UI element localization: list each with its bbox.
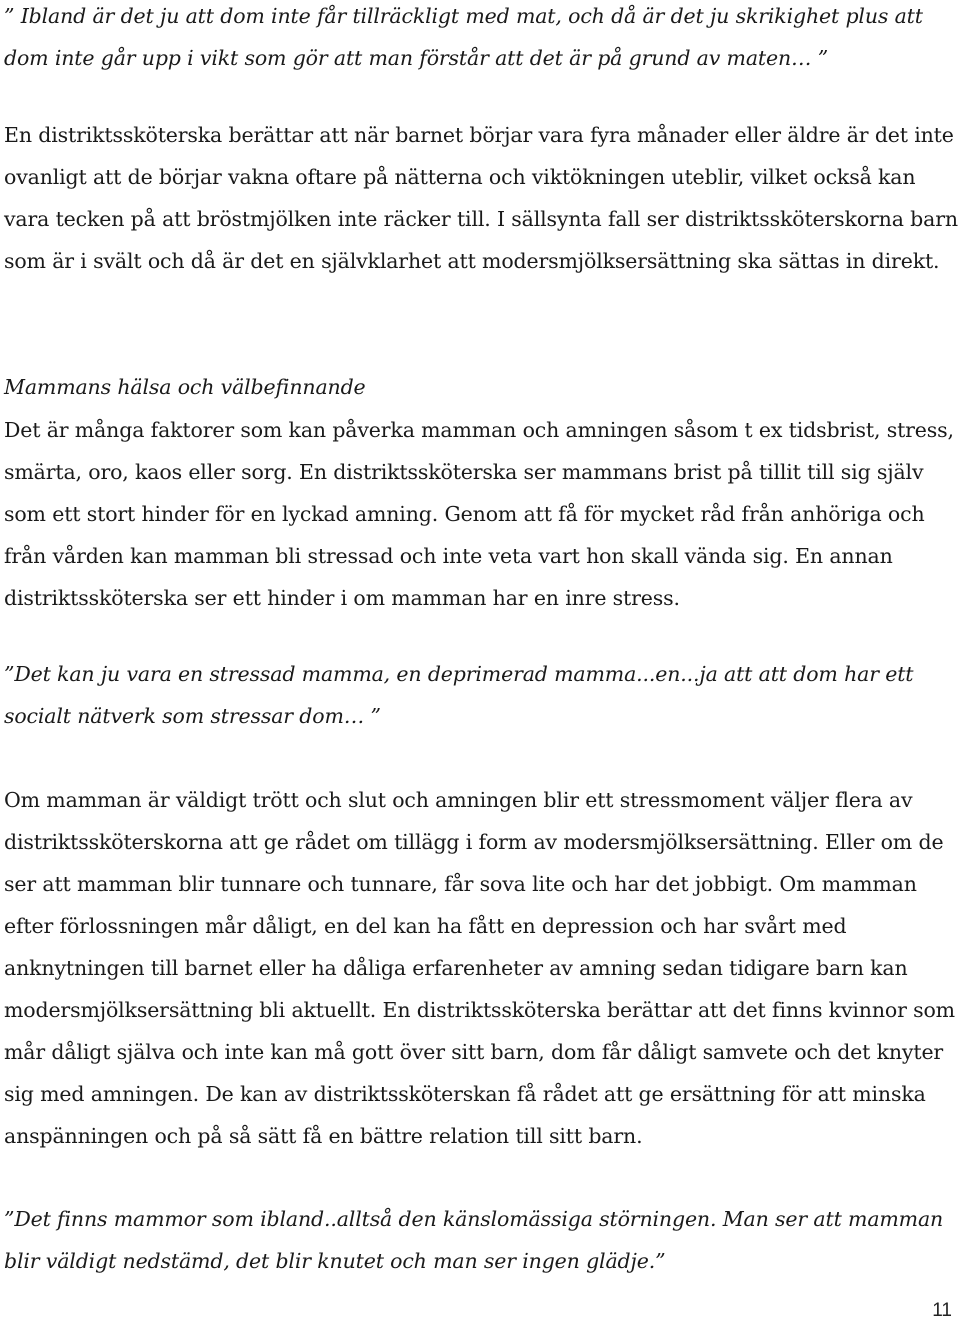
body-paragraph-1: En distriktssköterska berättar att när barnet börjar vara fyra månader eller äldre är det inte ovanligt att de börjar vakna oftare på nätterna och viktökningen uteblir, vilket också kan vara tecken på att bröstmjölken inte räcker till. I sällsynta fall ser distriktssköterskorna barn som är i svält och då är det en självklarhet att modersmjölksersättning ska sättas in direkt. [4,123,958,273]
page-number: 11 [932,1300,952,1321]
body-paragraph-2: Det är många faktorer som kan påverka mamman och amningen såsom t ex tidsbrist, stress, smärta, oro, kaos eller sorg. En distriktssköterska ser mammans brist på tillit till sig själv som ett stort hinder för en lyckad amning. Genom att få för mycket råd från anhöriga och från vården kan mamman bli stressad och inte veta vart hon skall vända sig. En annan distriktssköterska ser ett hinder i om mamman har en inre stress. [4,418,954,610]
interview-quote-3: ”Det finns mammor som ibland..alltså den känslomässiga störningen. Man ser att mamman blir väldigt nedstämd, det blir knutet och man ser ingen glädje.” [4,1207,944,1273]
body-paragraph-3: Om mamman är väldigt trött och slut och amningen blir ett stressmoment väljer flera av distriktssköterskorna att ge rådet om tillägg i form av modersmjölksersättning. Eller om de ser att mamman blir tunnare och tunnare, får sova lite och har det jobbigt. Om mamman efter förlossningen mår dåligt, en del kan ha fått en depression och har svårt med anknytningen till barnet eller ha dåliga erfarenheter av amning sedan tidigare barn kan modersmjölksersättning bli aktuellt. En distriktssköterska berättar att det finns kvinnor som mår dåligt själva och inte kan må gott över sitt barn, dom får dåligt samvete och det knyter sig med amningen. De kan av distriktssköterskan få rådet att ge ersättning för att minska anspänningen och på så sätt få en bättre relation till sitt barn. [4,788,955,1148]
interview-quote-1: ” Ibland är det ju att dom inte får tillräckligt med mat, och då är det ju skrikighet plus att dom inte går upp i vikt som gör att man förstår att det är på grund av maten… ” [4,4,923,70]
section-heading: Mammans hälsa och välbefinnande [4,375,366,399]
interview-quote-2: ”Det kan ju vara en stressad mamma, en deprimerad mamma...en...ja att att dom har ett socialt nätverk som stressar dom… ” [4,662,914,728]
